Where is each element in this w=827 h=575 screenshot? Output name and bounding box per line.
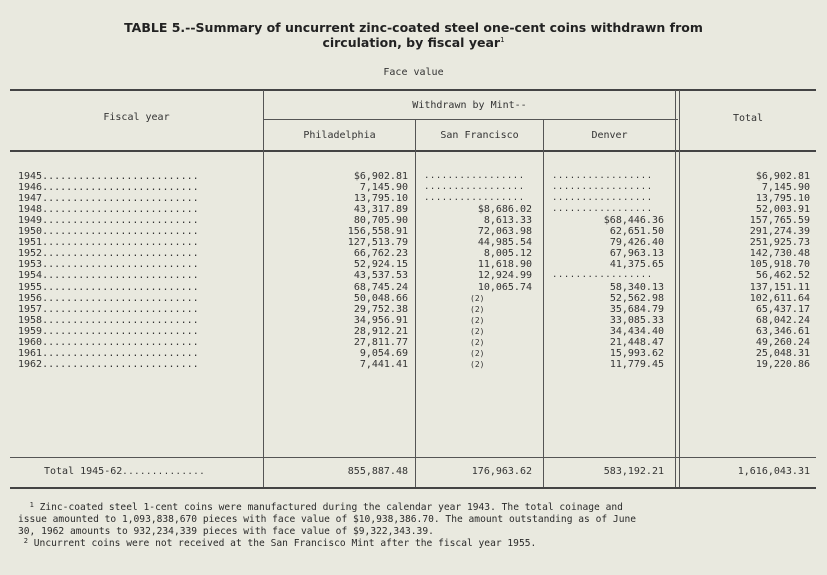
footnote-1-line-1: $^1$ Zinc-coated steel 1-cent coins were manufactured during the calendar year 1943. The total coinage and — [29, 501, 623, 513]
fiscal-year-cell: 1949.......................... — [18, 215, 199, 226]
fiscal-year-cell: 1950.......................... — [18, 226, 199, 237]
table-bottom-rule — [10, 487, 816, 489]
philadelphia-cell: 29,752.38 — [353, 304, 408, 315]
denver-cell: 21,448.47 — [609, 337, 664, 348]
total-cell: 13,795.10 — [755, 193, 810, 204]
total-cell: 7,145.90 — [761, 182, 810, 193]
total-cell: 25,048.31 — [755, 348, 810, 359]
total-cell: 102,611.64 — [749, 293, 810, 304]
san-francisco-cell: (2) — [470, 294, 485, 303]
san-francisco-cell: (2) — [470, 360, 485, 369]
philadelphia-cell: 43,317.89 — [353, 204, 408, 215]
mint-header-rule — [264, 119, 678, 120]
fiscal-year-cell: 1953.......................... — [18, 259, 199, 270]
title-line-2: circulation, by fiscal year$^1$ — [322, 35, 505, 50]
philadelphia-cell: 28,912.21 — [353, 326, 408, 337]
san-francisco-cell: ................. — [424, 171, 525, 181]
denver-cell: 15,993.62 — [609, 348, 664, 359]
header-total: Total — [732, 113, 764, 124]
san-francisco-cell: (2) — [470, 338, 485, 347]
denver-cell: 52,562.98 — [609, 293, 664, 304]
san-francisco-cell: (2) — [470, 349, 485, 358]
total-cell: 291,274.39 — [749, 226, 810, 237]
philadelphia-cell: 127,513.79 — [347, 237, 408, 248]
philadelphia-cell: 7,441.41 — [359, 359, 408, 370]
fiscal-year-cell: 1955.......................... — [18, 282, 199, 293]
table-top-rule — [10, 89, 816, 91]
total-cell: 105,918.70 — [749, 259, 810, 270]
leader-dots: .......................... — [42, 248, 199, 259]
total-cell: 19,220.86 — [755, 359, 810, 370]
total-top-rule — [10, 457, 816, 458]
footnote-1-line-3: 30, 1962 amounts to 932,234,339 pieces with face value of $9,322,343.39. — [18, 526, 434, 537]
total-cell: 49,260.24 — [755, 337, 810, 348]
philadelphia-cell: 68,745.24 — [353, 282, 408, 293]
total-cell: 251,925.73 — [749, 237, 810, 248]
philadelphia-cell: 80,705.90 — [353, 215, 408, 226]
total-philadelphia: 855,887.48 — [347, 466, 408, 477]
denver-cell: 41,375.65 — [609, 259, 664, 270]
san-francisco-cell: $8,686.02 — [477, 204, 532, 215]
philadelphia-cell: 52,924.15 — [353, 259, 408, 270]
san-francisco-cell: (2) — [470, 316, 485, 325]
denver-cell: 33,085.33 — [609, 315, 664, 326]
denver-cell: 35,684.79 — [609, 304, 664, 315]
philadelphia-cell: 27,811.77 — [353, 337, 408, 348]
leader-dots: .......................... — [42, 337, 199, 348]
fiscal-year-cell: 1948.......................... — [18, 204, 199, 215]
leader-dots: .......................... — [42, 304, 199, 315]
denver-cell: 67,963.13 — [609, 248, 664, 259]
philadelphia-cell: 66,762.23 — [353, 248, 408, 259]
denver-cell: $68,446.36 — [603, 215, 664, 226]
san-francisco-cell: (2) — [470, 305, 485, 314]
table-subtitle: Face value — [383, 67, 444, 78]
leader-dots: .......................... — [42, 348, 199, 359]
fiscal-year-cell: 1952.......................... — [18, 248, 199, 259]
denver-cell: 79,426.40 — [609, 237, 664, 248]
denver-cell: ................. — [552, 204, 653, 214]
col-divider-ph-sf — [415, 120, 416, 487]
total-cell: 137,151.11 — [749, 282, 810, 293]
leader-dots: .......................... — [42, 204, 199, 215]
fiscal-year-cell: 1954.......................... — [18, 270, 199, 281]
fiscal-year-cell: 1956.......................... — [18, 293, 199, 304]
san-francisco-cell: 8,005.12 — [483, 248, 532, 259]
leader-dots: .......................... — [42, 215, 199, 226]
total-cell: 157,765.59 — [749, 215, 810, 226]
philadelphia-cell: 156,558.91 — [347, 226, 408, 237]
denver-cell: 62,651.50 — [609, 226, 664, 237]
total-grand: 1,616,043.31 — [737, 466, 810, 477]
san-francisco-cell: ................. — [424, 193, 525, 203]
fiscal-year-cell: 1962.......................... — [18, 359, 199, 370]
total-cell: 65,437.17 — [755, 304, 810, 315]
header-bottom-rule — [10, 150, 816, 152]
leader-dots: .......................... — [42, 226, 199, 237]
total-san-francisco: 176,963.62 — [471, 466, 532, 477]
leader-dots: .......................... — [42, 282, 199, 293]
philadelphia-cell: 13,795.10 — [353, 193, 408, 204]
header-withdrawn-by-mint: Withdrawn by Mint-- — [412, 100, 527, 111]
philadelphia-cell: 43,537.53 — [353, 270, 408, 281]
fiscal-year-cell: 1958.......................... — [18, 315, 199, 326]
leader-dots: .......................... — [42, 193, 199, 204]
total-cell: $6,902.81 — [755, 171, 810, 182]
san-francisco-cell: 8,613.33 — [483, 215, 532, 226]
philadelphia-cell: 7,145.90 — [359, 182, 408, 193]
header-fiscal-year: Fiscal year — [103, 112, 170, 123]
philadelphia-cell: $6,902.81 — [353, 171, 408, 182]
table-title — [0, 20, 827, 50]
leader-dots: .......................... — [42, 259, 199, 270]
header-san-francisco: San Francisco — [440, 130, 519, 141]
denver-cell: 58,340.13 — [609, 282, 664, 293]
fiscal-year-cell: 1947.......................... — [18, 193, 199, 204]
san-francisco-cell: 12,924.99 — [477, 270, 532, 281]
leader-dots: .......................... — [42, 359, 199, 370]
leader-dots: .......................... — [42, 182, 199, 193]
san-francisco-cell: 10,065.74 — [477, 282, 532, 293]
leader-dots: .......................... — [42, 315, 199, 326]
san-francisco-cell: 11,618.90 — [477, 259, 532, 270]
denver-cell: 11,779.45 — [609, 359, 664, 370]
san-francisco-cell: (2) — [470, 327, 485, 336]
leader-dots: .......................... — [42, 293, 199, 304]
fiscal-year-cell: 1945.......................... — [18, 171, 199, 182]
leader-dots: .......................... — [42, 270, 199, 281]
total-denver: 583,192.21 — [603, 466, 664, 477]
total-cell: 63,346.61 — [755, 326, 810, 337]
fiscal-year-cell: 1946.......................... — [18, 182, 199, 193]
total-row-label: Total 1945-62.............. — [44, 466, 206, 477]
fiscal-year-cell: 1960.......................... — [18, 337, 199, 348]
san-francisco-cell: 44,985.54 — [477, 237, 532, 248]
total-cell: 56,462.52 — [755, 270, 810, 281]
total-cell: 142,730.48 — [749, 248, 810, 259]
denver-cell: ................. — [552, 270, 653, 280]
denver-cell: ................. — [552, 193, 653, 203]
header-denver: Denver — [591, 130, 628, 141]
footnote-2: $^2$ Uncurrent coins were not received at the San Francisco Mint after the fiscal year 1955. — [23, 537, 537, 549]
fiscal-year-cell: 1959.......................... — [18, 326, 199, 337]
fiscal-year-cell: 1957.......................... — [18, 304, 199, 315]
philadelphia-cell: 50,048.66 — [353, 293, 408, 304]
header-philadelphia: Philadelphia — [303, 130, 376, 141]
fiscal-year-cell: 1951.......................... — [18, 237, 199, 248]
leader-dots: .......................... — [42, 326, 199, 337]
fiscal-year-cell: 1961.......................... — [18, 348, 199, 359]
title-line-1: TABLE 5.--Summary of uncurrent zinc-coated steel one-cent coins withdrawn from — [124, 20, 703, 35]
footnotes — [18, 502, 813, 550]
total-cell: 68,042.24 — [755, 315, 810, 326]
san-francisco-cell: ................. — [424, 182, 525, 192]
philadelphia-cell: 34,956.91 — [353, 315, 408, 326]
philadelphia-cell: 9,054.69 — [359, 348, 408, 359]
leader-dots: .......................... — [42, 171, 199, 182]
total-cell: 52,003.91 — [755, 204, 810, 215]
denver-cell: 34,434.40 — [609, 326, 664, 337]
denver-cell: ................. — [552, 182, 653, 192]
leader-dots: .......................... — [42, 237, 199, 248]
footnote-1-line-2: issue amounted to 1,093,838,670 pieces with face value of $10,938,386.70. The amount outstanding as of June — [18, 514, 637, 525]
san-francisco-cell: 72,063.98 — [477, 226, 532, 237]
denver-cell: ................. — [552, 171, 653, 181]
title-footnote-mark: 1 — [500, 36, 505, 44]
